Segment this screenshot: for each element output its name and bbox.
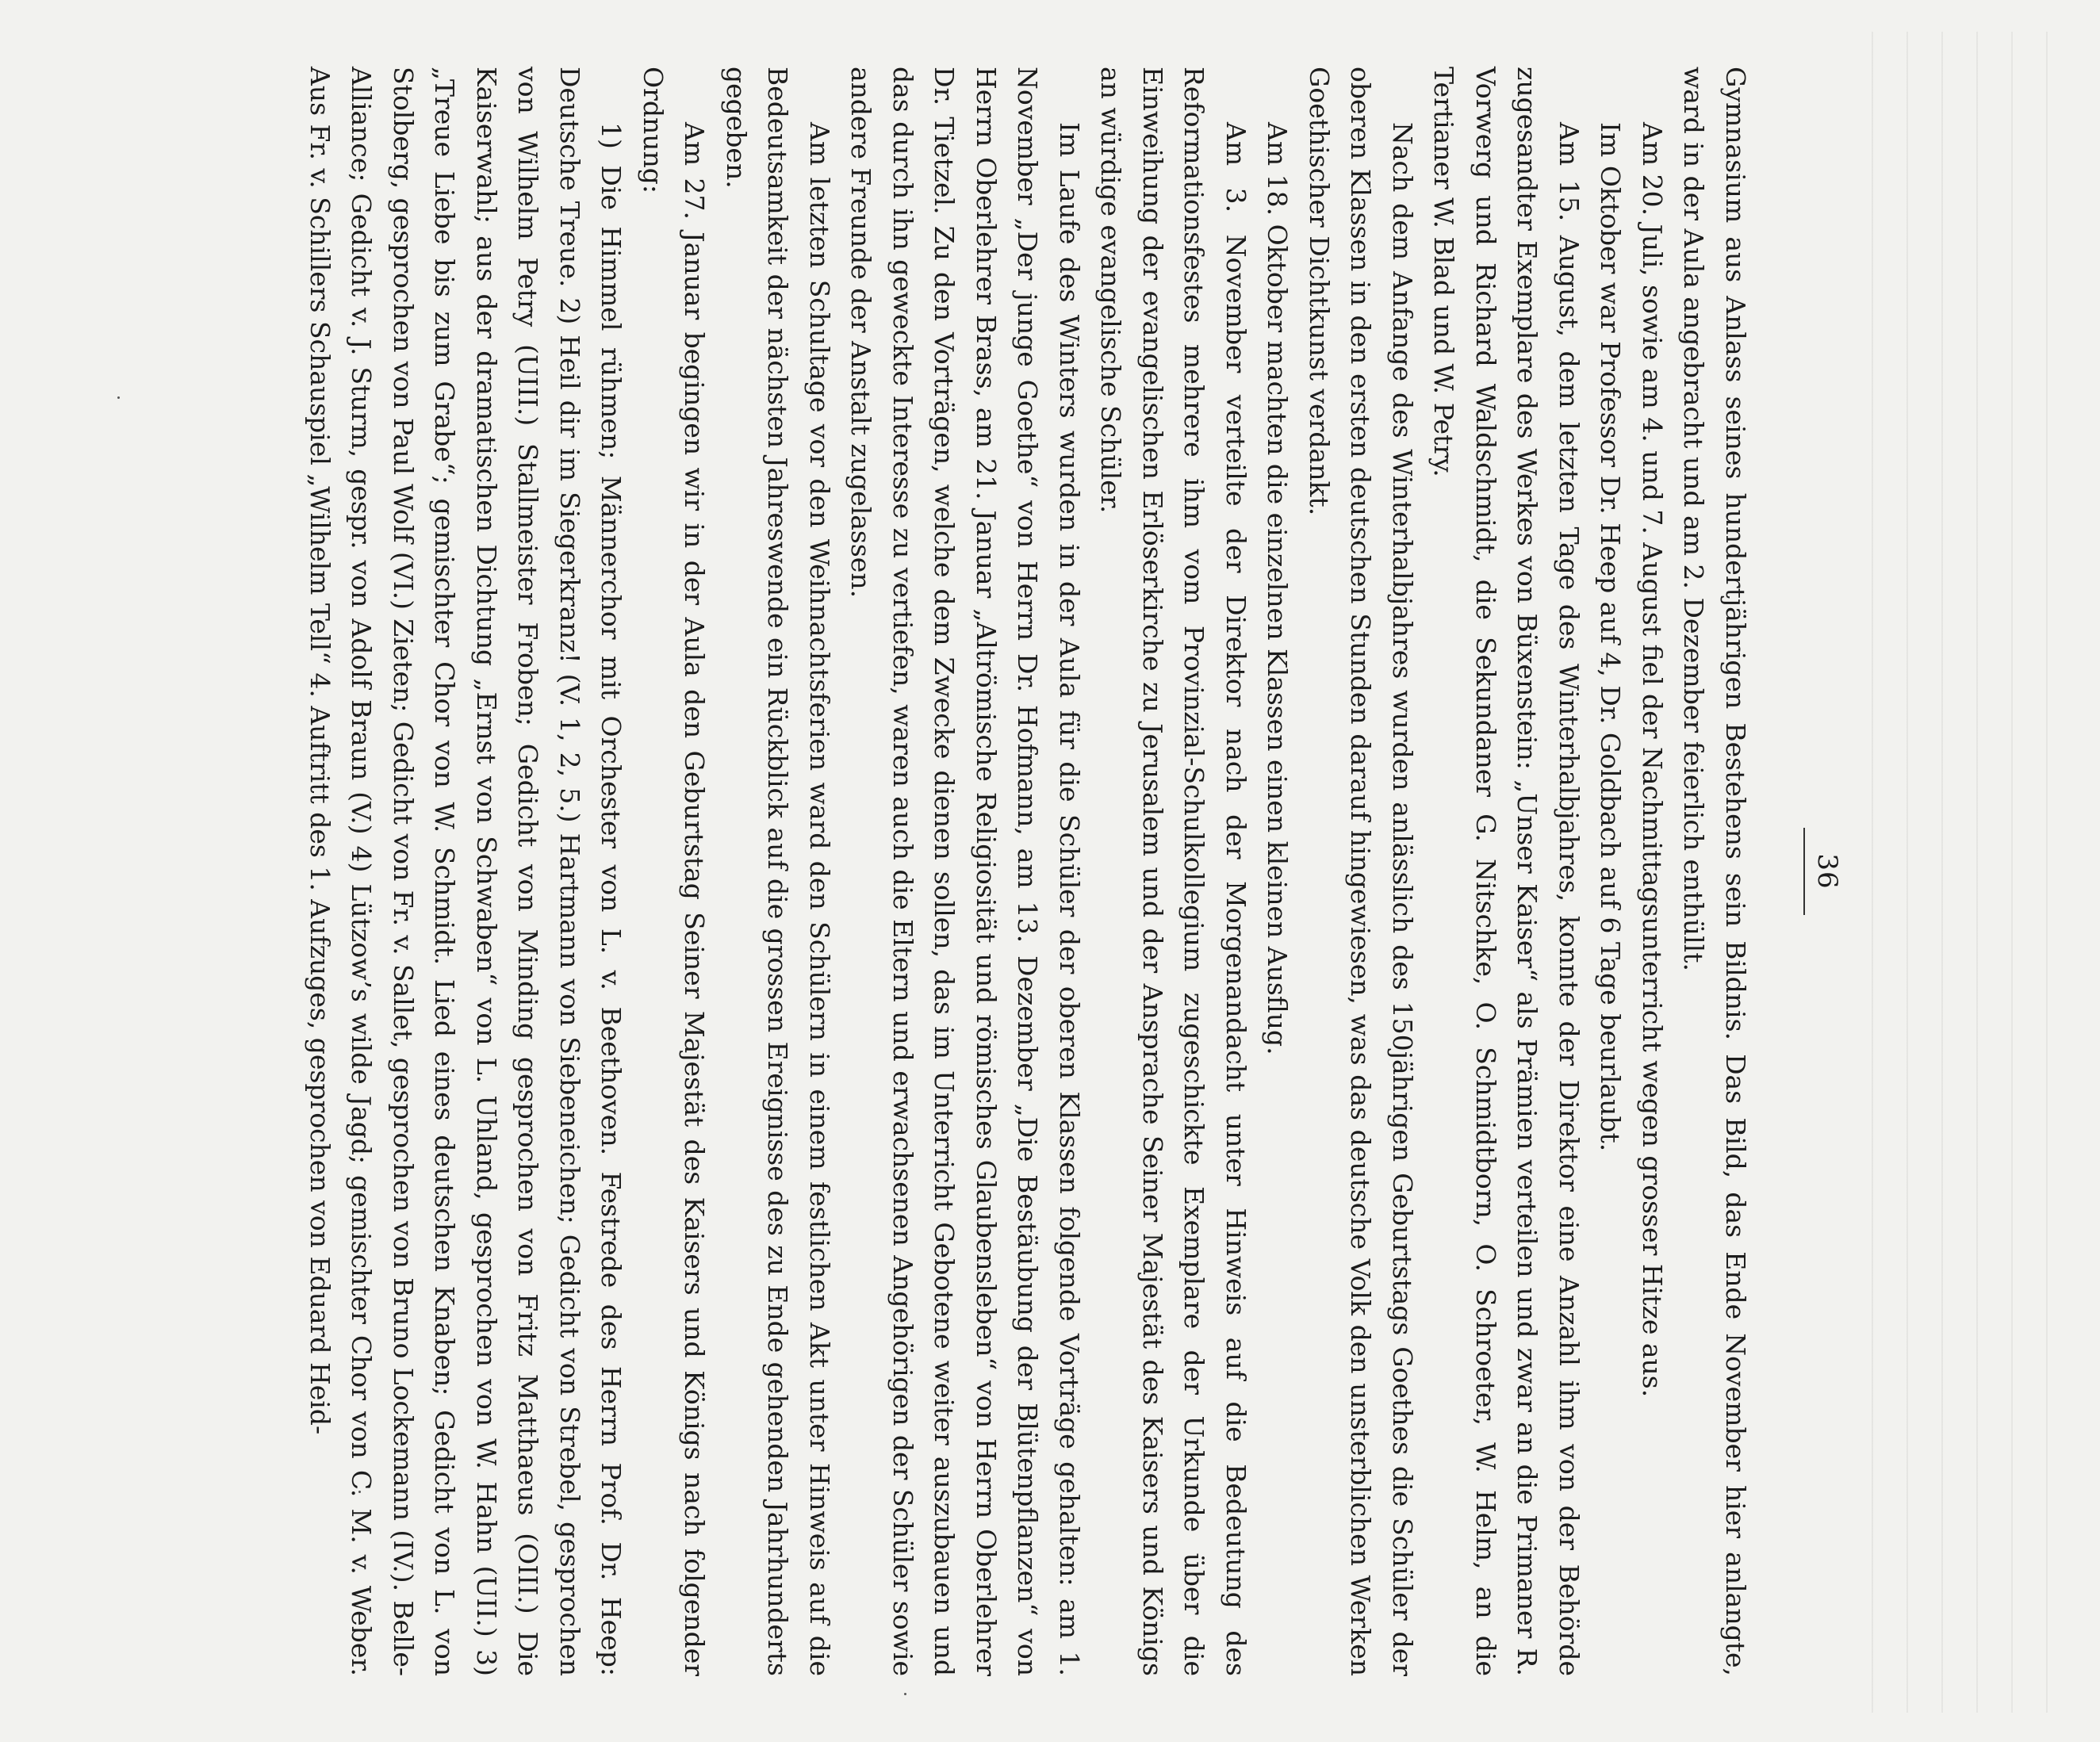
paragraph: Am 3. November verteilte der Direktor nach der Morgenandacht unter Hinweis auf die Bedeutung des Reformationsfestes mehrere ihm vom Provinzial-Schulkollegium zugeschickte Exemplare der Urkunde über die Einweihung der evangelischen Erlöserkirche zu Jerusalem und der Ansprache Seiner Majestät des Kaisers und Königs an würdige evangelische Schüler. — [1095, 67, 1251, 1676]
paper-speck — [117, 396, 120, 399]
paragraph: 1) Die Himmel rühmen; Männerchor mit Orchester von L. v. Beethoven. Festrede des Herrn Prof. Dr. Heep: Deutsche Treue. 2) Heil dir im Siegerkranz! (V. 1, 2, 5.) Hartmann von Siebeneichen; Gedicht von Strebel, gesprochen von Wilhelm Petry (UIII.) Stallmeister Froben; Gedicht von Minding gesprochen von Fritz Matthaeus (OIII.) Die Kaiserwahl; aus der dramatischen Dichtung „Ernst von Schwaben“ von L. Uhland, gesprochen von W. Hahn (UII.) 3) „Treue Liebe bis zum Grabe“; gemischter Chor von W. Schmidt. Lied eines deutschen Knaben; Gedicht von L. von Stolberg, gesprochen von Paul Wolf (VI.) Zieten; Gedicht von Fr. v. Sallet, gesprochen von Bruno Lockemann (IV.). Belle-Alliance; Gedicht v. J. Sturm, gespr. von Adolf Braun (V.) 4) Lützow’s wilde Jagd; gemischter Chor von C. M. v. Weber. Aus Fr. v. Schillers Schauspiel „Wilhelm Tell“ 4. Auftritt des 1. Aufzuges, gesprochen von Eduard Heid- — [305, 67, 627, 1676]
body-text — [299, 67, 1757, 1676]
paper-speck — [904, 1693, 906, 1695]
page-number: 36 — [1803, 67, 1843, 1676]
paragraph: Am 15. August, dem letzten Tage des Winterhalbjahres, konnte der Direktor eine Anzahl ihm von der Behörde zugesandter Exemplare des Werkes von Büxenstein: „Unser Kaiser“ als Prämien verteilen und zwar an die Primaner R. Vorwerg und Richard Waldschmidt, die Sekundaner G. Nitschke, O. Schmidtborn, O. Schroeter, W. Helm, an die Tertianer W. Blad und W. Petry. — [1428, 67, 1585, 1676]
paragraph: Nach dem Anfange des Winterhalbjahres wurden anlässlich des 150jährigen Geburtstags Goethes die Schüler der oberen Klassen in den ersten deutschen Stunden darauf hingewiesen, was das deutsche Volk den unsterblichen Werken Goethischer Dichtkunst verdankt. — [1304, 67, 1418, 1676]
paragraph: Im Laufe des Winters wurden in der Aula für die Schüler der oberen Klassen folgende Vorträge gehalten: am 1. November „Der junge Goethe“ von Herrn Dr. Hofmann, am 13. Dezember „Die Bestäubung der Blütenpflanzen“ von Herrn Oberlehrer Brass, am 21. Januar „Altrömische Religiosität und römisches Glaubensleben“ von Herrn Oberlehrer Dr. Tietzel. Zu den Vorträgen, welche dem Zwecke dienen sollen, das im Unterricht Gebotene weiter auszubauen und das durch ihn geweckte Interesse zu vertiefen, waren auch die Eltern und erwachsenen Angehörigen der Schüler sowie andere Freunde der Anstalt zugelassen. — [845, 67, 1085, 1676]
paragraph: Gymnasium aus Anlass seines hundertjährigen Bestehens sein Bildnis. Das Bild, das Ende November hier anlangte, ward in der Aula angebracht und am 2. Dezember feierlich enthüllt. — [1678, 67, 1751, 1676]
paragraph: Am 20. Juli, sowie am 4. und 7. August fiel der Nachmittagsunterricht wegen grosser Hitze aus. — [1637, 122, 1668, 1398]
rotated-text-block — [305, 67, 1843, 1676]
paragraph: Am 18. Oktober machten die einzelnen Klassen einen kleinen Ausflug. — [1262, 122, 1293, 1055]
bleed-through-shadow — [1872, 32, 2078, 1713]
paragraph: Am 27. Januar begingen wir in der Aula den Geburtstag Seiner Majestät des Kaisers und Königs nach folgender Ordnung: — [638, 67, 711, 1676]
paragraph: Im Oktober war Professor Dr. Heep auf 4, Dr. Goldbach auf 6 Tage beurlaubt. — [1595, 122, 1627, 1152]
paragraph: Am letzten Schultage vor den Weihnachtsferien ward den Schülern in einem festlichen Akt unter Hinweis auf die Bedeutsamkeit der nächsten Jahreswende ein Rückblick auf die grossen Ereignisse des zu Ende gehenden Jahrhunderts gegeben. — [721, 67, 835, 1676]
